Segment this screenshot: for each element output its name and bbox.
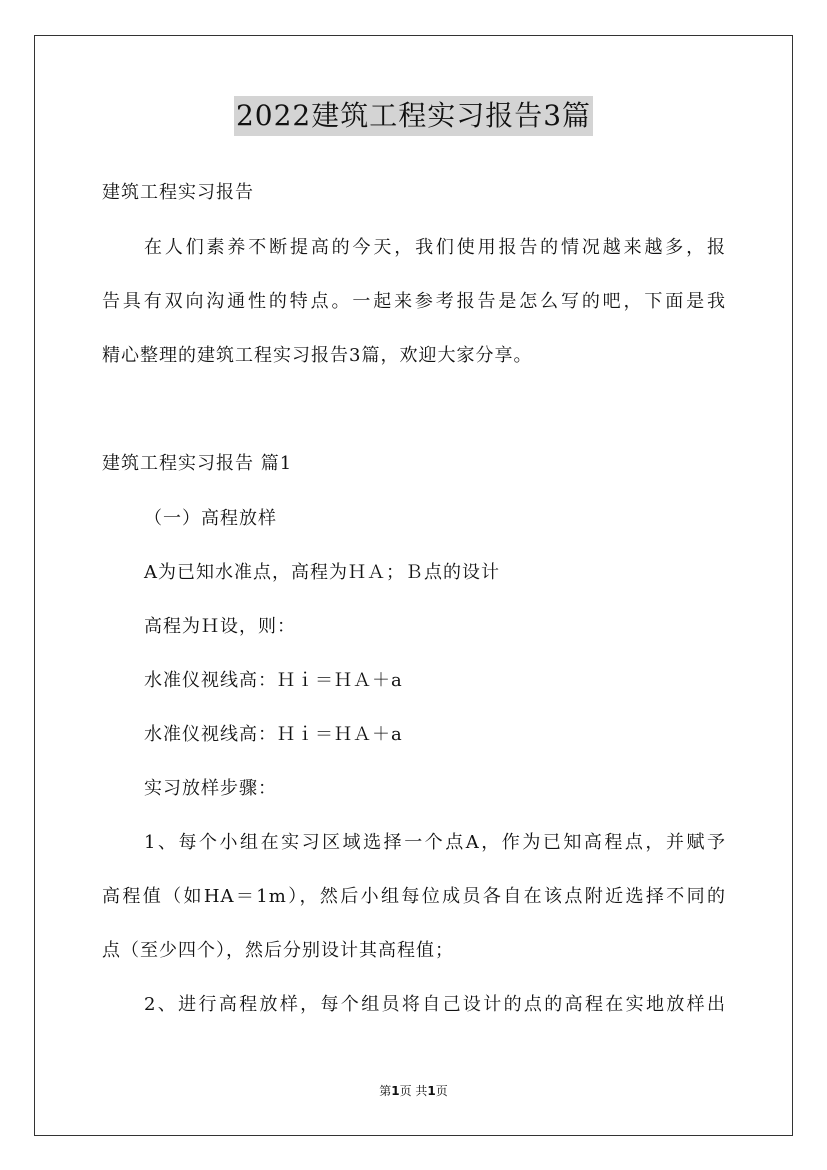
section-heading: 建筑工程实习报告 篇1: [102, 453, 293, 474]
paragraph-line: 1、每个小组在实习区域选择一个点A，作为已知高程点，并赋予: [144, 832, 726, 853]
paragraph-line: 精心整理的建筑工程实习报告3篇，欢迎大家分享。: [102, 345, 533, 366]
footer-prefix: 第: [379, 1084, 392, 1098]
paragraph-line: 高程为Ｈ设，则：: [144, 616, 296, 637]
title-container: [0, 96, 827, 136]
paragraph-line: A为已知水准点，高程为ＨＡ；Ｂ点的设计: [144, 562, 500, 583]
paragraph-line: 告具有双向沟通性的特点。一起来参考报告是怎么写的吧，下面是我: [102, 291, 726, 312]
paragraph-line: 实习放样步骤：: [144, 778, 277, 799]
subheading: （一）高程放样: [144, 508, 277, 529]
paragraph-line: 2、进行高程放样，每个组员将自己设计的点的高程在实地放样出: [144, 994, 726, 1015]
formula-line: 水准仪视线高：Ｈｉ＝ＨＡ＋a: [144, 724, 403, 745]
paragraph-line: 点（至少四个），然后分别设计其高程值；: [102, 940, 454, 961]
page-footer: [0, 1083, 827, 1099]
footer-mid: 页 共: [399, 1084, 428, 1098]
footer-page-number: 1: [391, 1084, 400, 1098]
paragraph-line: 高程值（如HA＝1m），然后小组每位成员各自在该点附近选择不同的: [102, 886, 726, 907]
document-title: 2022建筑工程实习报告3篇: [234, 96, 593, 136]
formula-line: 水准仪视线高：Ｈｉ＝ＨＡ＋a: [144, 670, 403, 691]
footer-total-pages: 1: [427, 1084, 436, 1098]
footer-suffix: 页: [435, 1084, 448, 1098]
section-heading: 建筑工程实习报告: [102, 182, 254, 203]
paragraph-line: 在人们素养不断提高的今天，我们使用报告的情况越来越多，报: [144, 237, 726, 258]
